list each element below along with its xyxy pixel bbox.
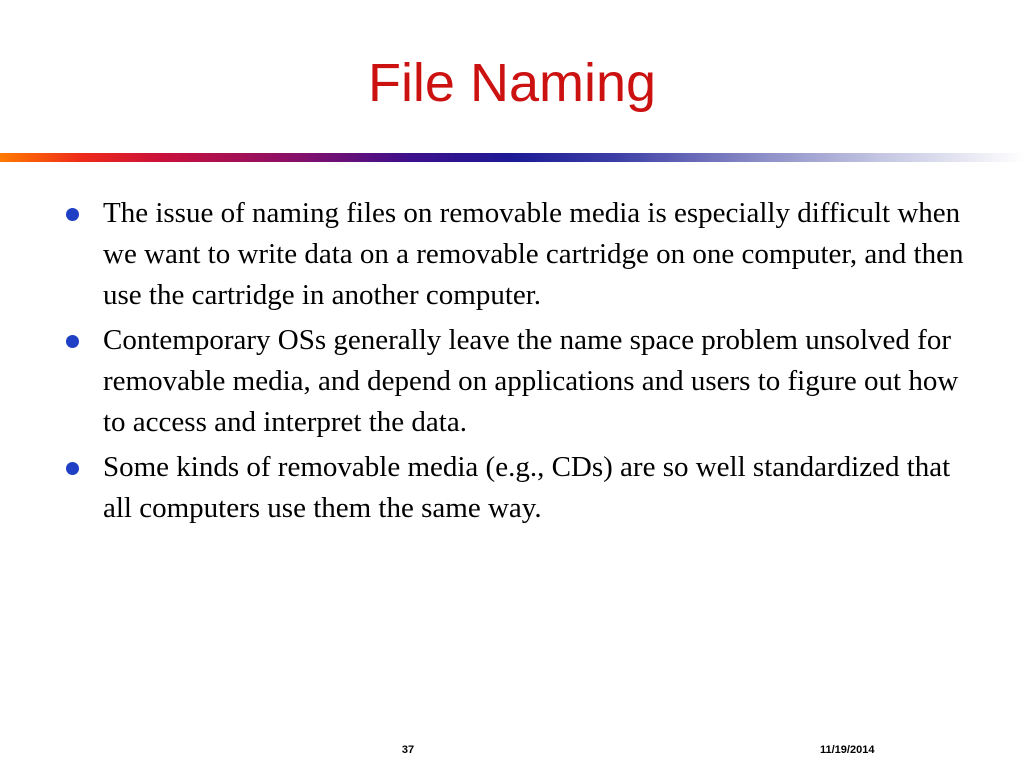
bullet-list <box>0 193 1024 533</box>
bullet-item <box>0 320 1024 443</box>
bullet-dot-icon <box>66 462 79 475</box>
bullet-dot-icon <box>66 208 79 221</box>
slide-title: File Naming <box>367 53 657 113</box>
bullet-text: The issue of naming files on removable media is especially difficult when we want to write data on a removable cartridge on one computer, and then use the cartridge in another computer. <box>103 197 964 311</box>
bullet-item <box>0 447 1024 529</box>
bullet-text: Some kinds of removable media (e.g., CDs) are so well standardized that all computers use them the same way. <box>103 451 951 524</box>
bullet-text: Contemporary OSs generally leave the name space problem unsolved for removable media, and depend on applications and users to figure out how to access and interpret the data. <box>103 324 959 438</box>
bullet-item <box>0 193 1024 316</box>
title-divider <box>0 153 1024 162</box>
page-number: 37 <box>401 744 415 756</box>
footer-date: 11/19/2014 <box>820 744 875 756</box>
bullet-dot-icon <box>66 335 79 348</box>
